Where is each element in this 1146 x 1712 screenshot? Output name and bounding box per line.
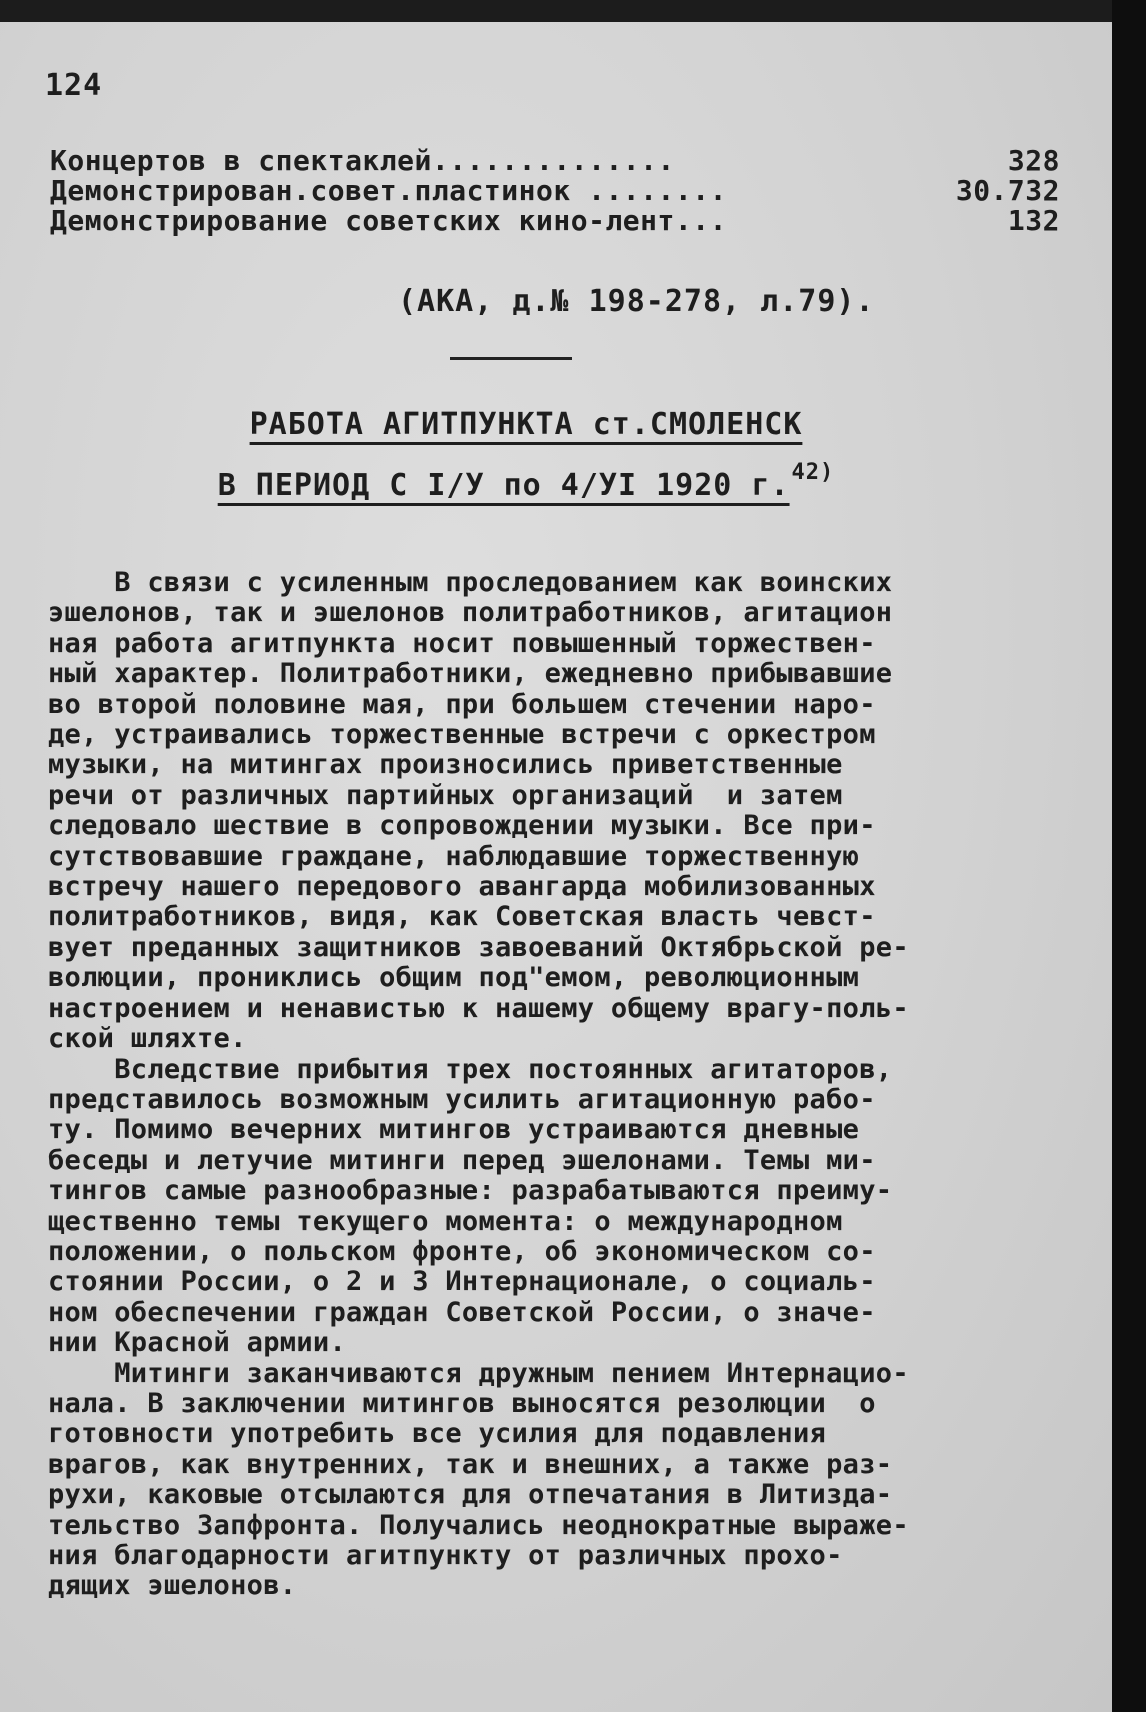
body-line: положении, о польском фронте, об экономическом со-	[48, 1235, 876, 1267]
body-line: нала. В заключении митингов выносятся резолюции о	[48, 1387, 876, 1419]
section-divider	[450, 357, 572, 360]
statistics-label: Концертов в спектаклей..............	[50, 144, 675, 177]
body-line: щественно темы текущего момента: о международном	[48, 1205, 843, 1237]
document-title-line-2	[0, 460, 1082, 503]
page-number: 124	[45, 68, 103, 103]
footnote-marker: 42)	[791, 460, 835, 485]
body-line: политработников, видя, как Советская власть чевст-	[48, 901, 876, 933]
body-line: Вследствие прибытия трех постоянных агитаторов,	[48, 1053, 893, 1085]
body-line: ная работа агитпункта носит повышенный торжествен-	[48, 627, 876, 659]
body-line: ния благодарности агитпункту от различных прохо-	[48, 1540, 843, 1571]
body-line: тельство Запфронта. Получались неоднократные выраже-	[48, 1509, 909, 1541]
body-line: дящих эшелонов.	[48, 1570, 297, 1602]
statistics-label: Демонстрирование советских кино-лент...	[50, 204, 727, 237]
body-line: речи от различных партийных организаций и затем	[48, 779, 843, 811]
body-line: сутствовавшие граждане, наблюдавшие торжественную	[48, 840, 860, 872]
document-page	[0, 22, 1112, 1712]
scan-edge	[1112, 0, 1146, 1712]
body-line: встречу нашего передового авангарда мобилизованных	[48, 871, 876, 903]
statistics-row	[50, 206, 1060, 236]
body-line: музыки, на митингах произносились приветственные	[48, 749, 843, 781]
body-line: рухи, каковые отсылаются для отпечатания в Литизда-	[48, 1479, 893, 1511]
statistics-value: 328	[1007, 144, 1060, 177]
body-text	[48, 568, 1088, 1602]
body-line: представилось возможным усилить агитационную рабо-	[48, 1083, 876, 1115]
body-line: эшелонов, так и эшелонов политработников, агитацион	[48, 597, 893, 629]
statistics-label: Демонстрирован.совет.пластинок ........	[50, 174, 727, 207]
body-line: В связи с усиленным проследованием как воинских	[48, 567, 893, 598]
body-line: тингов самые разнообразные: разрабатываются преиму-	[48, 1175, 893, 1207]
body-line: де, устраивались торжественные встречи с оркестром	[48, 719, 876, 751]
body-line: ту. Помимо вечерних митингов устраиваются дневные	[48, 1114, 860, 1146]
body-line: беседы и летучие митинги перед эшелонами. Темы ми-	[48, 1144, 876, 1176]
body-line: ном обеспечении граждан Советской России, о значе-	[48, 1296, 876, 1328]
body-line: ный характер. Политработники, ежедневно прибывавшие	[48, 658, 893, 690]
body-line: врагов, как внутренних, так и внешних, а также раз-	[48, 1448, 893, 1480]
statistics-row	[50, 146, 1060, 176]
body-line: настроением и ненавистью к нашему общему врагу-поль-	[48, 992, 909, 1024]
body-line: ской шляхте.	[48, 1023, 247, 1055]
body-line: волюции, прониклись общим под"емом, революционным	[48, 962, 860, 994]
statistics-value: 132	[1007, 204, 1060, 237]
title-text: В ПЕРИОД С I/У по 4/УI 1920 г.	[217, 468, 790, 503]
body-line: следовало шествие в сопровождении музыки. Все при-	[48, 810, 876, 842]
archive-reference: (АКА, д.№ 198-278, л.79).	[398, 284, 875, 319]
body-line: во второй половине мая, при большем стечении наро-	[48, 688, 876, 720]
statistics-row	[50, 176, 1060, 206]
body-line: Митинги заканчиваются дружным пением Интернацио-	[48, 1357, 909, 1389]
body-line: готовности употребить все усилия для подавления	[48, 1418, 827, 1450]
body-line: вует преданных защитников завоеваний Октябрьской ре-	[48, 931, 909, 963]
title-text: РАБОТА АГИТПУНКТА ст.СМОЛЕНСК	[249, 407, 803, 442]
body-line: стоянии России, о 2 и 3 Интернационале, о социаль-	[48, 1266, 876, 1298]
statistics-value: 30.732	[955, 174, 1060, 207]
body-line: нии Красной армии.	[48, 1327, 346, 1359]
statistics-list	[50, 146, 1060, 236]
document-title-line-1	[0, 407, 1082, 442]
